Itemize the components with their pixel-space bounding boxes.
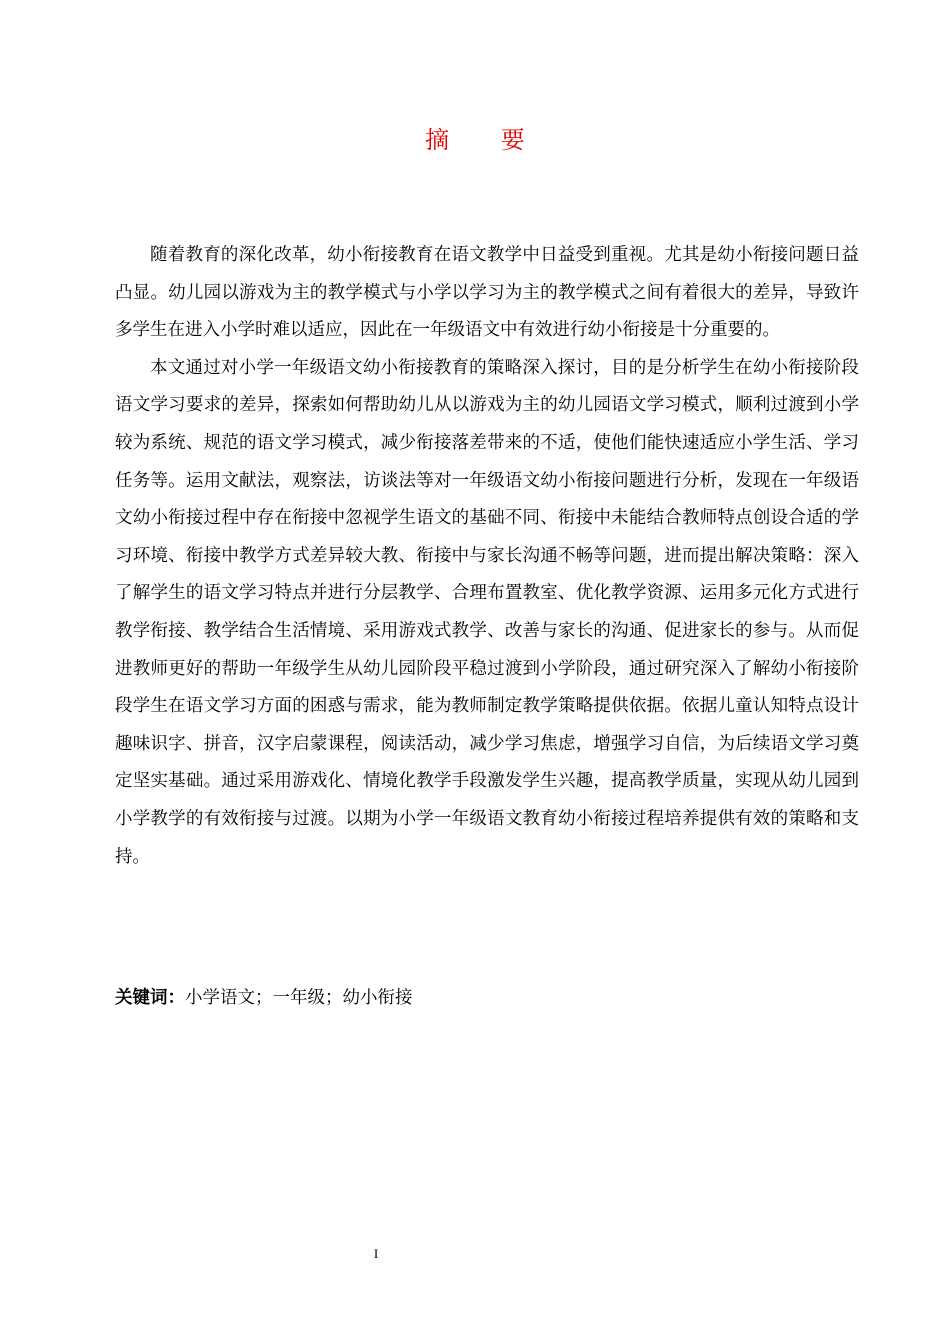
page-number: I [373,1246,379,1261]
abstract-title: 摘 要 [425,126,547,154]
keywords-value: 小学语文；一年级；幼小衔接 [185,988,413,1008]
keywords-label: 关键词： [115,988,185,1008]
abstract-paragraph: 随着教育的深化改革，幼小衔接教育在语文教学中日益受到重视。尤其是幼小衔接问题日益凸显。幼儿园以游戏为主的教学模式与小学以学习为主的教学模式之间有着很大的差异，导致许多学生在进入小学时难以适应，因此在一年级语文中有效进行幼小衔接是十分重要的。 [115,245,859,341]
abstract-body [115,237,859,876]
abstract-paragraph: 本文通过对小学一年级语文幼小衔接教育的策略深入探讨，目的是分析学生在幼小衔接阶段语文学习要求的差异，探索如何帮助幼儿从以游戏为主的幼儿园语文学习模式，顺利过渡到小学较为系统、规范的语文学习模式，减少衔接落差带来的不适，使他们能快速适应小学生活、学习任务等。运用文献法，观察法，访谈法等对一年级语文幼小衔接问题进行分析，发现在一年级语文幼小衔接过程中存在衔接中忽视学生语文的基础不同、衔接中未能结合教师特点创设合适的学习环境、衔接中教学方式差异较大教、衔接中与家长沟通不畅等问题，进而提出解决策略：深入了解学生的语文学习特点并进行分层教学、合理布置教室、优化教学资源、运用多元化方式进行教学衔接、教学结合生活情境、采用游戏式教学、改善与家长的沟通、促进家长的参与。从而促进教师更好的帮助一年级学生从幼儿园阶段平稳过渡到小学阶段，通过研究深入了解幼小衔接阶段学生在语文学习方面的困惑与需求，能为教师制定教学策略提供依据。依据儿童认知特点设计趣味识字、拼音，汉字启蒙课程，阅读活动，减少学习焦虑，增强学习自信，为后续语文学习奠定坚实基础。通过采用游戏化、情境化教学手段激发学生兴趣，提高教学质量，实现从幼儿园到小学教学的有效衔接与过渡。以期为小学一年级语文教育幼小衔接过程培养提供有效的策略和支持。 [115,357,859,867]
keywords-line [115,981,859,1015]
